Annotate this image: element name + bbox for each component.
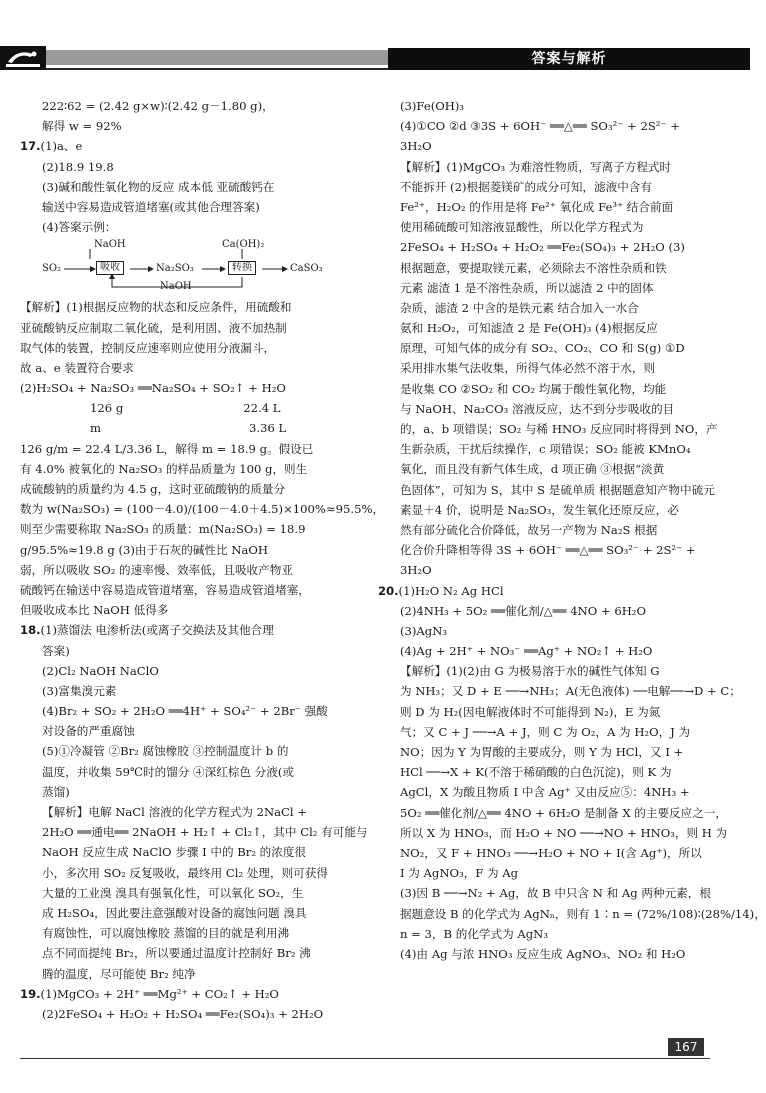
text-line: 氧化，而且没有新气体生成，d 项正确 ③根据“淡黄	[400, 462, 665, 477]
text-line: 元素 滤渣 1 是不溶性杂质，所以滤渣 2 中的固体	[400, 280, 654, 295]
absorb-box: 吸收	[96, 261, 124, 275]
text-line: 3H₂O	[400, 139, 432, 154]
text-line: 则 D 为 H₂(因电解液体时不可能得到 N₂)，E 为氮	[400, 704, 661, 719]
text-line: 【解析】(1)(2)由 G 为极易溶于水的碱性气体知 G	[400, 664, 660, 679]
naoh-top-label: NaOH	[94, 239, 126, 251]
runner-logo-icon	[0, 46, 46, 74]
equation-mass-row	[20, 398, 372, 418]
text-line: (1)MgCO₃ + 2H⁺ ══Mg²⁺ + CO₂↑ + H₂O	[40, 986, 279, 1001]
text-line: 解得 w = 92%	[42, 119, 122, 134]
right-column	[378, 96, 766, 964]
text-line: NO₂，又 F + HNO₃ ──→H₂O + NO + I(含 Ag⁺)，所以	[400, 845, 702, 860]
text-line: (4)Br₂ + SO₂ + 2H₂O ══4H⁺ + SO₄²⁻ + 2Br⁻ 强酸	[42, 704, 328, 719]
text-line: 222∶62 = (2.42 g×w)∶(2.42 g－1.80 g)，	[42, 99, 274, 113]
text-line: NaOH 反应生成 NaClO 步骤 I 中的 Br₂ 的浓度很	[42, 845, 307, 860]
question-18	[20, 620, 372, 640]
caso3-label: CaSO₃	[290, 263, 323, 275]
text-line: 成硫酸钠的质量约为 4.5 g，这时亚硫酸钠的质量分	[20, 482, 286, 496]
na2so3-label: Na₂SO₃	[156, 263, 194, 275]
text-line: 亚硫酸钠反应制取二氧化硫，是利用固、液不加热制	[20, 320, 287, 335]
text-line: (2)H₂SO₄ + Na₂SO₃ ══Na₂SO₄ + SO₂↑ + H₂O	[20, 381, 286, 396]
text-line: Fe²⁺，H₂O₂ 的作用是将 Fe²⁺ 氧化成 Fe³⁺ 结合前面	[400, 199, 674, 214]
header-title: 答案与解析	[388, 48, 750, 70]
caoh2-label: Ca(OH)₂	[222, 239, 265, 251]
footer-rule	[20, 1058, 710, 1059]
text-fragment: m	[90, 421, 101, 436]
text-line: 小，多次用 SO₂ 反复吸收，最终用 Cl₂ 处理，则可获得	[42, 865, 328, 880]
text-line: 是收集 CO ②SO₂ 和 CO₂ 均属于酸性氧化物，均能	[400, 381, 667, 396]
text-line: (1)蒸馏法 电渗析法(或离子交换法及其他合理	[40, 623, 274, 638]
text-line: AgCl，X 为酸且物质 I 中含 Ag⁺ 又由反应⑤：4NH₃ +	[400, 785, 690, 800]
text-line: 数为 w(Na₂SO₃) = (100－4.0)/(100－4.0＋4.5)×100%≈95.5%，	[20, 502, 385, 517]
text-line: 【解析】电解 NaCl 溶液的化学方程式为 2NaCl +	[42, 805, 308, 819]
text-line: 对设备的严重腐蚀	[42, 724, 135, 739]
text-line: 弱，所以吸收 SO₂ 的速率慢、效率低，且吸收产物亚	[20, 562, 293, 577]
text-line: 故 a、e 装置符合要求	[20, 360, 134, 375]
text-line: 腾的温度，尽可能使 Br₂ 纯净	[42, 966, 196, 981]
text-line: (4)Ag + 2H⁺ + NO₃⁻ ══Ag⁺ + NO₂↑ + H₂O	[400, 644, 653, 659]
text-line: (2)4NH₃ + 5O₂ ══催化剂/△══ 4NO + 6H₂O	[400, 603, 646, 618]
text-line: 化合价升降相等得 3S + 6OH⁻ ══△══ SO₃²⁻ + 2S²⁻ +	[400, 543, 696, 558]
text-line: 但吸收成本比 NaOH 低得多	[20, 603, 169, 618]
text-line: 素显＋4 价，说明是 Na₂SO₃，发生氧化还原反应，必	[400, 502, 679, 517]
text-line: 采用排水集气法收集，所得气体必然不溶于水，则	[400, 361, 656, 376]
text-line: 所以 X 为 HNO₃，而 H₂O + NO ──→NO + HNO₃，则 H 为	[400, 825, 728, 840]
text-line: 生新杂质，干扰后续操作，c 项错误；SO₂ 能被 KMnO₄	[400, 442, 691, 457]
text-line: 色固体”，可知为 S，其中 S 是硫单质 根据题意知产物中硫元	[400, 482, 715, 497]
text-line: 使用稀硫酸可知溶液显酸性，所以化学方程式为	[400, 220, 644, 235]
page-number: 167	[668, 1038, 704, 1056]
text-line: 氨和 H₂O₂，可知滤渣 2 是 Fe(OH)₃ (4)根据反应	[400, 321, 658, 336]
text-fragment: 3.36 L	[249, 421, 287, 436]
text-line: (4)由 Ag 与浓 HNO₃ 反应生成 AgNO₃、NO₂ 和 H₂O	[400, 946, 686, 961]
text-line: 根据题意，要提取镁元素，必须除去不溶性杂质和铁	[400, 260, 667, 275]
process-diagram	[42, 239, 372, 295]
text-line: (2)2FeSO₄ + H₂O₂ + H₂SO₄ ══Fe₂(SO₄)₃ + 2H₂O	[42, 1006, 324, 1021]
text-line: NO；因为 Y 为胃酸的主要成分，则 Y 为 HCl，又 I +	[400, 745, 684, 759]
text-line: 大量的工业溴 溴具有强氧化性，可以氧化 SO₂，生	[42, 885, 304, 900]
text-line: 126 g/m = 22.4 L/3.36 L，解得 m = 18.9 g。假设已	[20, 441, 314, 456]
text-line: 温度，并收集 59℃时的馏分 ④深红棕色 分液(或	[42, 764, 294, 779]
text-line: 原理，可知气体的成分有 SO₂、CO₂、CO 和 S(g) ①D	[400, 341, 685, 356]
text-line: 则至少需要称取 Na₂SO₃ 的质量：m(Na₂SO₃) = 18.9	[20, 522, 306, 537]
text-line: 【解析】(1)根据反应物的状态和反应条件，用硫酸和	[20, 300, 292, 315]
naoh-bottom-label: NaOH	[160, 281, 192, 293]
text-fragment: 126 g	[90, 401, 124, 416]
text-line: (1)H₂O N₂ Ag HCl	[398, 583, 504, 598]
text-line: 不能拆开 (2)根据菱镁矿的成分可知，滤液中含有	[400, 179, 652, 194]
text-line: (3)Fe(OH)₃	[400, 99, 465, 113]
equation-var-row	[20, 418, 372, 438]
text-line: g/95.5%≈19.8 g (3)由于石灰的碱性比 NaOH	[20, 542, 269, 557]
so2-label: SO₂	[42, 263, 62, 275]
text-line: 硫酸钙在输送中容易造成管道堵塞，容易造成管道堵塞，	[20, 582, 310, 597]
text-line: (3)AgN₃	[400, 623, 448, 638]
question-17	[20, 136, 372, 156]
question-number: 19.	[20, 986, 41, 1001]
convert-box: 转换	[228, 261, 256, 275]
text-line: 蒸馏)	[42, 784, 70, 799]
page-header	[0, 46, 750, 76]
question-20	[378, 581, 718, 601]
text-line: 据题意设 B 的化学式为 AgNₙ，则有 1∶n = (72%/108)∶(28%/14)，	[400, 906, 766, 921]
text-line: (3)富集溴元素	[42, 683, 117, 698]
text-line: n = 3，B 的化学式为 AgN₃	[400, 926, 548, 941]
text-line: (4)答案示例：	[42, 220, 117, 235]
question-number: 20.	[378, 583, 399, 598]
question-19	[20, 984, 372, 1004]
left-column	[20, 96, 385, 1024]
text-line: 【解析】(1)MgCO₃ 为难溶性物质，写离子方程式时	[400, 159, 672, 174]
text-line: 杂质，滤渣 2 中含的是铁元素 结合加入一水合	[400, 300, 639, 315]
text-line: (1)a、e	[40, 139, 83, 154]
text-line: (5)①冷凝管 ②Br₂ 腐蚀橡胶 ③控制温度计 b 的	[42, 744, 289, 759]
text-line: 有腐蚀性，可以腐蚀橡胶 蒸馏的目的就是利用沸	[42, 926, 290, 941]
text-line: 2FeSO₄ + H₂SO₄ + H₂O₂ ══Fe₂(SO₄)₃ + 2H₂O (3)	[400, 240, 685, 255]
text-line: 答案)	[42, 643, 70, 658]
text-line: 3H₂O	[400, 563, 432, 578]
text-line: I 为 AgNO₃，F 为 Ag	[400, 866, 519, 881]
text-line: 气；又 C + J ──→A + J，则 C 为 O₂，A 为 H₂O，J 为	[400, 724, 691, 739]
question-number: 18.	[20, 623, 41, 638]
text-line: 与 NaOH、Na₂CO₃ 溶液反应，达不到分步吸收的目	[400, 401, 675, 416]
text-line: 输送中容易造成管道堵塞(或其他合理答案)	[42, 199, 260, 214]
text-fragment: 22.4 L	[243, 401, 281, 416]
question-number: 17.	[20, 139, 41, 154]
text-line: 取气体的装置，控制反应速率则应使用分液漏斗，	[20, 340, 276, 355]
text-line: (4)①CO ②d ③3S + 6OH⁻ ══△══ SO₃²⁻ + 2S²⁻ +	[400, 119, 680, 134]
text-line: (2)Cl₂ NaOH NaClO	[42, 663, 159, 678]
text-line: 的，a、b 项错误；SO₂ 与稀 HNO₃ 反应同时将得到 NO，产	[400, 422, 718, 436]
text-line: (2)18.9 19.8	[42, 159, 114, 174]
text-line: (3)碱和酸性氧化物的反应 成本低 亚硫酸钙在	[42, 179, 275, 194]
text-line: (3)因 B ──→N₂ + Ag，故 B 中只含 N 和 Ag 两种元素，根	[400, 886, 711, 901]
text-line: 2H₂O ══通电══ 2NaOH + H₂↑ + Cl₂↑，其中 Cl₂ 有可能与	[42, 825, 368, 840]
text-line: 然有部分硫化合价降低，故另一产物为 Na₂S 根据	[400, 522, 658, 537]
text-line: HCl ──→X + K(不溶于稀硝酸的白色沉淀)，则 K 为	[400, 765, 672, 780]
text-line: 5O₂ ══催化剂/△══ 4NO + 6H₂O 是制备 X 的主要反应之一，	[400, 805, 728, 820]
text-line: 点不同而提纯 Br₂，所以要通过温度计控制好 Br₂ 沸	[42, 946, 311, 961]
text-line: 成 H₂SO₄，因此要注意强酸对设备的腐蚀问题 溴具	[42, 905, 307, 920]
text-line: 为 NH₃；又 D + E ──→NH₃；A(无色液体) ──电解──→D + C；	[400, 684, 741, 699]
text-line: 有 4.0% 被氧化的 Na₂SO₃ 的样品质量为 100 g，则生	[20, 461, 308, 476]
